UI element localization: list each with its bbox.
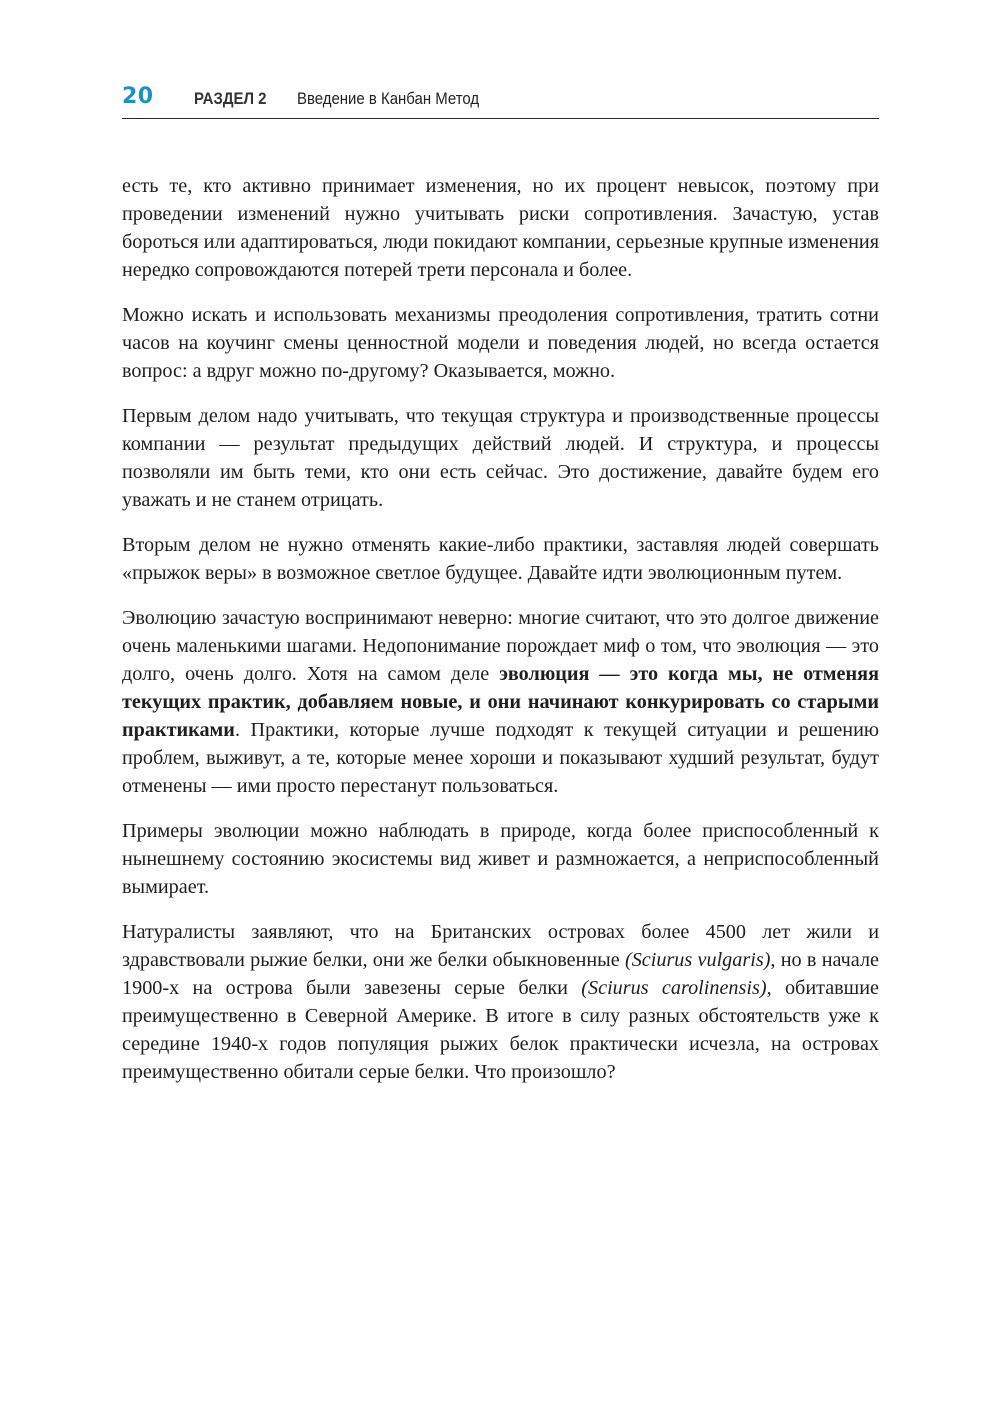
body-text bbox=[122, 172, 879, 1103]
paragraph-6: Примеры эволюции можно наблюдать в природе, когда более приспособленный к нынешнему состоянию экосистемы вид живет и размножается, а неприспособленный вымирает. bbox=[122, 820, 879, 898]
latin-name-red-squirrel: (Sciurus vulgaris) bbox=[624, 949, 771, 971]
paragraph-2: Можно искать и использовать механизмы преодоления сопротивления, тратить сотни часов на коучинг смены ценностной модели и поведения людей, но всегда остается вопрос: а вдруг можно по-другому? Оказывается, можно. bbox=[122, 304, 879, 382]
paragraph-5-start: Эволюцию зачастую воспринимают неверно: многие считают, что это долгое движение очень маленькими шагами. Недопонимание порождает миф о том, что эволюция — это долго, очень долго. Хотя на самом деле bbox=[122, 607, 879, 685]
paragraph-7-part-c: , обитавшие преимущественно в Северной Америке. В итоге в силу разных обстоятельств уже к середине 1940-х годов популяция рыжих белок практически исчезла, на островах преимущественно обитали серые белки. Что произошло? bbox=[122, 977, 879, 1083]
paragraph-7-part-a: Натуралисты заявляют, что на Британских островах более 4500 лет жили и здравствовали рыжие белки, они же белки обыкновенные bbox=[122, 921, 879, 971]
paragraph-3: Первым делом надо учитывать, что текущая структура и производственные процессы компании — результат предыдущих действий людей. И структура, и процессы позволяли им быть теми, кто они есть сейчас. Это достижение, давайте будем его уважать и не станем отрицать. bbox=[122, 405, 879, 511]
chapter-title: Введение в Канбан Метод bbox=[297, 89, 480, 108]
paragraph-7 bbox=[122, 918, 879, 1086]
section-label: РАЗДЕЛ 2 bbox=[194, 89, 267, 108]
paragraph-5 bbox=[122, 604, 879, 800]
running-header bbox=[122, 80, 879, 119]
paragraph-1: есть те, кто активно принимает изменения, но их процент невысок, поэтому при проведении изменений нужно учитывать риски сопротивления. Зачастую, устав бороться или адаптироваться, люди покидают компании, серьезные крупные изменения нередко сопровождаются потерей трети персонала и более. bbox=[122, 175, 879, 281]
paragraph-5-end: . Практики, которые лучше подходят к текущей ситуации и решению проблем, выживут, а те, которые менее хороши и показывают худший результат, будут отменены — ими просто перестанут пользоваться. bbox=[122, 719, 879, 797]
paragraph-4: Вторым делом не нужно отменять какие-либо практики, заставляя людей совершать «прыжок веры» в возможное светлое будущее. Давайте идти эволюционным путем. bbox=[122, 534, 879, 584]
page-number: 20 bbox=[122, 84, 154, 109]
latin-name-grey-squirrel: (Sciurus carolinensis) bbox=[581, 977, 767, 999]
paragraph-7-part-b: , но в начале 1900-х на острова были завезены серые белки bbox=[122, 949, 879, 999]
paragraph-5-emphasis: эволюция — это когда мы, не отменяя текущих практик, добавляем новые, и они начинают конкурировать со старыми практиками bbox=[122, 663, 879, 741]
